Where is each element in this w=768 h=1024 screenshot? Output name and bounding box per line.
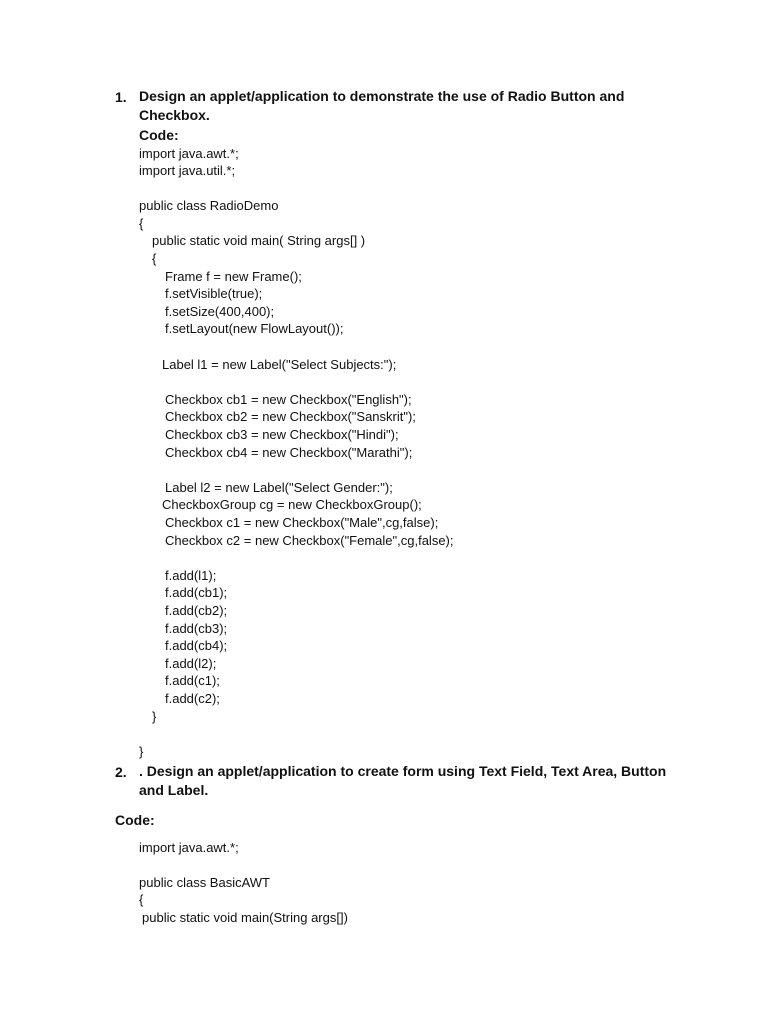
code-line: f.add(cb4); [165, 638, 228, 653]
code-line: } [139, 744, 144, 759]
code-line: import java.awt.*; [139, 146, 239, 161]
code-line: f.setVisible(true); [165, 286, 263, 301]
code-line: f.add(l1); [165, 568, 217, 583]
code-line: CheckboxGroup cg = new CheckboxGroup(); [162, 497, 422, 512]
code-line: import java.awt.*; [139, 840, 239, 855]
code-line: Checkbox cb3 = new Checkbox("Hindi"); [165, 427, 399, 442]
code-line: Label l2 = new Label("Select Gender:"); [165, 480, 393, 495]
code-line: public static void main(String args[]) [142, 910, 348, 925]
code-line: f.add(cb3); [165, 621, 228, 636]
question-2-number: 2. [115, 764, 127, 780]
question-2-code-label: Code: [115, 812, 155, 828]
code-line: f.add(cb1); [165, 585, 228, 600]
question-2-title-line-2: and Label. [139, 782, 209, 798]
question-2-title [139, 762, 679, 800]
code-line: public class BasicAWT [139, 875, 270, 890]
code-line: f.add(c1); [165, 673, 220, 688]
code-line: { [139, 216, 144, 231]
code-line: public static void main( String args[] ) [152, 233, 366, 248]
code-line: f.setSize(400,400); [165, 304, 275, 319]
code-line: public class RadioDemo [139, 198, 279, 213]
question-2-title-line-1: . Design an applet/application to create form using Text Field, Text Area, Button [139, 763, 667, 779]
code-line: Frame f = new Frame(); [165, 269, 302, 284]
question-1-code-label: Code: [139, 127, 179, 143]
code-line: f.setLayout(new FlowLayout()); [165, 321, 344, 336]
code-line: Checkbox cb1 = new Checkbox("English"); [165, 392, 412, 407]
code-line: Checkbox c1 = new Checkbox("Male",cg,false); [165, 515, 439, 530]
question-1-number: 1. [115, 89, 127, 105]
code-line: { [152, 251, 157, 266]
code-line: Label l1 = new Label("Select Subjects:"); [162, 357, 397, 372]
question-1-title-line-2: Checkbox. [139, 107, 210, 123]
code-line: } [152, 709, 157, 724]
code-line: f.add(c2); [165, 691, 220, 706]
code-line: f.add(l2); [165, 656, 217, 671]
question-1-title [139, 87, 679, 125]
code-line: Checkbox cb4 = new Checkbox("Marathi"); [165, 445, 413, 460]
code-line: import java.util.*; [139, 163, 236, 178]
code-line: { [139, 892, 144, 907]
question-1-title-line-1: Design an applet/application to demonstrate the use of Radio Button and [139, 88, 625, 104]
code-line: Checkbox c2 = new Checkbox("Female",cg,false); [165, 533, 454, 548]
code-line: f.add(cb2); [165, 603, 228, 618]
code-line: Checkbox cb2 = new Checkbox("Sanskrit"); [165, 409, 416, 424]
